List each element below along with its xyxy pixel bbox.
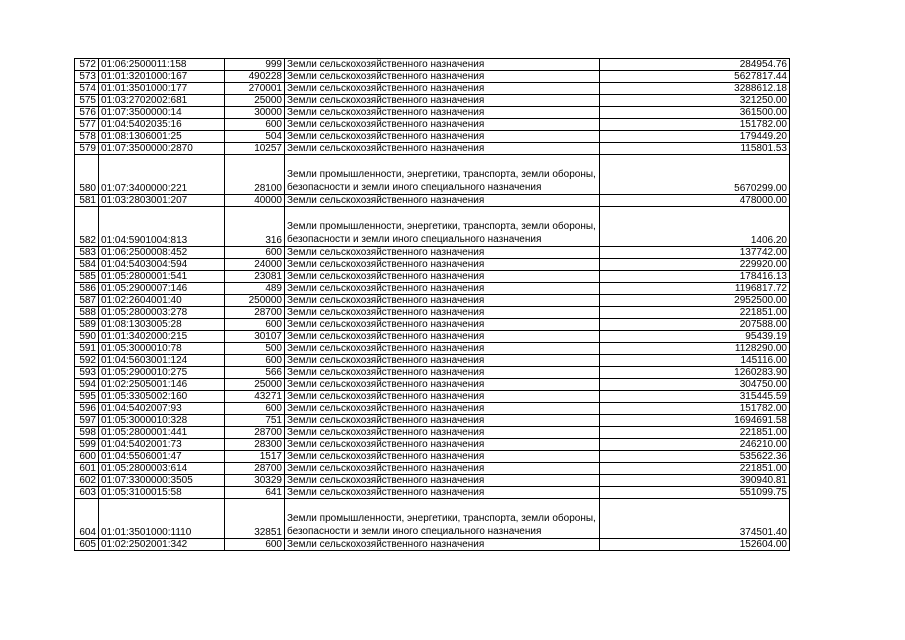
cadastral-value-cell: 5670299.00: [600, 155, 790, 195]
cadastral-value-cell: 151782.00: [600, 403, 790, 415]
cadastral-number-cell: 01:02:2604001:40: [99, 295, 225, 307]
row-number-cell: 580: [75, 155, 99, 195]
row-number-cell: 589: [75, 319, 99, 331]
area-cell: 30000: [225, 107, 285, 119]
cadastral-value-cell: 137742.00: [600, 247, 790, 259]
cadastral-value-cell: 1406.20: [600, 207, 790, 247]
area-cell: 504: [225, 131, 285, 143]
land-category-cell: Земли сельскохозяйственного назначения: [285, 295, 600, 307]
cadastral-number-cell: 01:05:2900007:146: [99, 283, 225, 295]
cadastral-value-cell: 151782.00: [600, 119, 790, 131]
cadastral-number-cell: 01:05:3000010:328: [99, 415, 225, 427]
area-cell: 1517: [225, 451, 285, 463]
row-number-cell: 581: [75, 195, 99, 207]
area-cell: 30107: [225, 331, 285, 343]
area-cell: 28100: [225, 155, 285, 195]
cadastral-number-cell: 01:04:5506001:47: [99, 451, 225, 463]
cadastral-value-cell: 229920.00: [600, 259, 790, 271]
cadastral-number-cell: 01:01:3201000:167: [99, 71, 225, 83]
table-row: [75, 119, 790, 131]
cadastral-value-cell: 315445.59: [600, 391, 790, 403]
row-number-cell: 596: [75, 403, 99, 415]
cadastral-value-cell: 1260283.90: [600, 367, 790, 379]
table-row: [75, 71, 790, 83]
row-number-cell: 604: [75, 499, 99, 539]
cadastral-value-cell: 1694691.58: [600, 415, 790, 427]
area-cell: 600: [225, 119, 285, 131]
table-row: [75, 487, 790, 499]
row-number-cell: 592: [75, 355, 99, 367]
area-cell: 28700: [225, 463, 285, 475]
table-row: [75, 295, 790, 307]
area-cell: 23081: [225, 271, 285, 283]
land-category-cell: Земли сельскохозяйственного назначения: [285, 59, 600, 71]
area-cell: 10257: [225, 143, 285, 155]
land-category-cell: Земли промышленности, энергетики, транспорта, земли обороны, безопасности и земли иного специального назначения: [285, 207, 600, 247]
cadastral-number-cell: 01:07:3300000:3505: [99, 475, 225, 487]
cadastral-value-cell: 321250.00: [600, 95, 790, 107]
table-row: [75, 95, 790, 107]
row-number-cell: 599: [75, 439, 99, 451]
cadastral-value-cell: 535622.36: [600, 451, 790, 463]
area-cell: 270001: [225, 83, 285, 95]
cadastral-number-cell: 01:04:5901004:813: [99, 207, 225, 247]
land-category-cell: Земли сельскохозяйственного назначения: [285, 107, 600, 119]
cadastral-value-cell: 390940.81: [600, 475, 790, 487]
cadastral-number-cell: 01:07:3500000:14: [99, 107, 225, 119]
cadastral-number-cell: 01:05:2800001:541: [99, 271, 225, 283]
land-category-cell: Земли сельскохозяйственного назначения: [285, 367, 600, 379]
land-category-cell: Земли сельскохозяйственного назначения: [285, 259, 600, 271]
land-category-cell: Земли сельскохозяйственного назначения: [285, 271, 600, 283]
cadastral-number-cell: 01:04:5402007:93: [99, 403, 225, 415]
area-cell: 28300: [225, 439, 285, 451]
cadastral-number-cell: 01:02:2505001:146: [99, 379, 225, 391]
land-category-cell: Земли сельскохозяйственного назначения: [285, 95, 600, 107]
cadastral-value-cell: 284954.76: [600, 59, 790, 71]
land-category-cell: Земли сельскохозяйственного назначения: [285, 487, 600, 499]
cadastral-value-cell: 2952500.00: [600, 295, 790, 307]
table-row: [75, 463, 790, 475]
land-category-cell: Земли сельскохозяйственного назначения: [285, 403, 600, 415]
table-row: [75, 83, 790, 95]
table-row: [75, 415, 790, 427]
land-category-cell: Земли сельскохозяйственного назначения: [285, 247, 600, 259]
land-category-cell: Земли сельскохозяйственного назначения: [285, 143, 600, 155]
cadastral-number-cell: 01:06:2500008:452: [99, 247, 225, 259]
table-row: [75, 475, 790, 487]
cadastral-value-cell: 95439.19: [600, 331, 790, 343]
table-row: [75, 155, 790, 195]
cadastral-number-cell: 01:01:3402000:215: [99, 331, 225, 343]
row-number-cell: 585: [75, 271, 99, 283]
cadastral-value-cell: 246210.00: [600, 439, 790, 451]
table-row: [75, 59, 790, 71]
area-cell: 25000: [225, 95, 285, 107]
cadastral-value-cell: 551099.75: [600, 487, 790, 499]
land-category-cell: Земли сельскохозяйственного назначения: [285, 379, 600, 391]
cadastral-number-cell: 01:04:5403004:594: [99, 259, 225, 271]
area-cell: 489: [225, 283, 285, 295]
cadastral-number-cell: 01:08:1306001:25: [99, 131, 225, 143]
area-cell: 25000: [225, 379, 285, 391]
cadastral-number-cell: 01:05:3100015:58: [99, 487, 225, 499]
row-number-cell: 573: [75, 71, 99, 83]
row-number-cell: 579: [75, 143, 99, 155]
table-row: [75, 451, 790, 463]
cadastral-value-cell: 178416.13: [600, 271, 790, 283]
table-row: [75, 131, 790, 143]
row-number-cell: 601: [75, 463, 99, 475]
table-row: [75, 367, 790, 379]
land-category-cell: Земли сельскохозяйственного назначения: [285, 343, 600, 355]
table-row: [75, 307, 790, 319]
land-category-cell: Земли сельскохозяйственного назначения: [285, 463, 600, 475]
row-number-cell: 586: [75, 283, 99, 295]
land-category-cell: Земли сельскохозяйственного назначения: [285, 415, 600, 427]
cadastral-number-cell: 01:07:3500000:2870: [99, 143, 225, 155]
table-row: [75, 331, 790, 343]
cadastral-number-cell: 01:05:3305002:160: [99, 391, 225, 403]
row-number-cell: 598: [75, 427, 99, 439]
land-category-cell: Земли сельскохозяйственного назначения: [285, 283, 600, 295]
land-category-cell: Земли сельскохозяйственного назначения: [285, 439, 600, 451]
row-number-cell: 594: [75, 379, 99, 391]
table-row: [75, 379, 790, 391]
table-row: [75, 259, 790, 271]
row-number-cell: 574: [75, 83, 99, 95]
cadastral-number-cell: 01:04:5402035:16: [99, 119, 225, 131]
row-number-cell: 603: [75, 487, 99, 499]
land-category-cell: Земли сельскохозяйственного назначения: [285, 451, 600, 463]
land-category-cell: Земли сельскохозяйственного назначения: [285, 319, 600, 331]
row-number-cell: 602: [75, 475, 99, 487]
row-number-cell: 578: [75, 131, 99, 143]
cadastral-value-cell: 361500.00: [600, 107, 790, 119]
row-number-cell: 591: [75, 343, 99, 355]
cadastral-value-cell: 221851.00: [600, 463, 790, 475]
land-category-cell: Земли промышленности, энергетики, транспорта, земли обороны, безопасности и земли иного специального назначения: [285, 155, 600, 195]
table-row: [75, 107, 790, 119]
land-category-cell: Земли сельскохозяйственного назначения: [285, 119, 600, 131]
table-body: [75, 59, 790, 551]
area-cell: 316: [225, 207, 285, 247]
table-row: [75, 539, 790, 551]
row-number-cell: 587: [75, 295, 99, 307]
cadastral-number-cell: 01:05:2900010:275: [99, 367, 225, 379]
area-cell: 490228: [225, 71, 285, 83]
cadastral-value-cell: 5627817.44: [600, 71, 790, 83]
cadastral-value-cell: 304750.00: [600, 379, 790, 391]
cadastral-number-cell: 01:06:2500011:158: [99, 59, 225, 71]
cadastral-value-cell: 1128290.00: [600, 343, 790, 355]
cadastral-value-cell: 1196817.72: [600, 283, 790, 295]
table-row: [75, 391, 790, 403]
land-category-cell: Земли промышленности, энергетики, транспорта, земли обороны, безопасности и земли иного специального назначения: [285, 499, 600, 539]
area-cell: 600: [225, 247, 285, 259]
table-row: [75, 195, 790, 207]
cadastral-number-cell: 01:04:5603001:124: [99, 355, 225, 367]
row-number-cell: 577: [75, 119, 99, 131]
land-category-cell: Земли сельскохозяйственного назначения: [285, 331, 600, 343]
cadastral-number-cell: 01:05:2800003:614: [99, 463, 225, 475]
table-row: [75, 499, 790, 539]
cadastral-number-cell: 01:05:2800003:278: [99, 307, 225, 319]
cadastral-value-cell: 115801.53: [600, 143, 790, 155]
table-row: [75, 207, 790, 247]
row-number-cell: 590: [75, 331, 99, 343]
cadastral-value-cell: 152604.00: [600, 539, 790, 551]
area-cell: 30329: [225, 475, 285, 487]
row-number-cell: 572: [75, 59, 99, 71]
row-number-cell: 597: [75, 415, 99, 427]
area-cell: 600: [225, 319, 285, 331]
cadastral-number-cell: 01:05:3000010:78: [99, 343, 225, 355]
table-row: [75, 439, 790, 451]
table-row: [75, 403, 790, 415]
cadastral-value-cell: 478000.00: [600, 195, 790, 207]
cadastral-value-cell: 207588.00: [600, 319, 790, 331]
area-cell: 500: [225, 343, 285, 355]
cadastral-value-cell: 3288612.18: [600, 83, 790, 95]
row-number-cell: 593: [75, 367, 99, 379]
area-cell: 999: [225, 59, 285, 71]
land-category-cell: Земли сельскохозяйственного назначения: [285, 539, 600, 551]
table-row: [75, 319, 790, 331]
table-row: [75, 271, 790, 283]
area-cell: 641: [225, 487, 285, 499]
row-number-cell: 582: [75, 207, 99, 247]
table-row: [75, 283, 790, 295]
cadastral-number-cell: 01:04:5402001:73: [99, 439, 225, 451]
row-number-cell: 583: [75, 247, 99, 259]
cadastral-value-cell: 145116.00: [600, 355, 790, 367]
area-cell: 600: [225, 403, 285, 415]
land-category-cell: Земли сельскохозяйственного назначения: [285, 195, 600, 207]
area-cell: 24000: [225, 259, 285, 271]
land-category-cell: Земли сельскохозяйственного назначения: [285, 427, 600, 439]
row-number-cell: 600: [75, 451, 99, 463]
cadastral-value-cell: 221851.00: [600, 307, 790, 319]
area-cell: 600: [225, 539, 285, 551]
area-cell: 43271: [225, 391, 285, 403]
land-category-cell: Земли сельскохозяйственного назначения: [285, 83, 600, 95]
area-cell: 566: [225, 367, 285, 379]
cadastral-value-cell: 374501.40: [600, 499, 790, 539]
area-cell: 600: [225, 355, 285, 367]
land-category-cell: Земли сельскохозяйственного назначения: [285, 391, 600, 403]
land-category-cell: Земли сельскохозяйственного назначения: [285, 71, 600, 83]
cadastral-number-cell: 01:03:2803001:207: [99, 195, 225, 207]
cadastral-number-cell: 01:05:2800001:441: [99, 427, 225, 439]
cadastral-number-cell: 01:01:3501000:177: [99, 83, 225, 95]
land-parcels-table: [74, 58, 790, 551]
cadastral-number-cell: 01:03:2702002:681: [99, 95, 225, 107]
cadastral-number-cell: 01:07:3400000:221: [99, 155, 225, 195]
row-number-cell: 576: [75, 107, 99, 119]
cadastral-value-cell: 221851.00: [600, 427, 790, 439]
row-number-cell: 595: [75, 391, 99, 403]
table-row: [75, 343, 790, 355]
area-cell: 28700: [225, 427, 285, 439]
table-row: [75, 427, 790, 439]
cadastral-number-cell: 01:02:2502001:342: [99, 539, 225, 551]
area-cell: 250000: [225, 295, 285, 307]
cadastral-value-cell: 179449.20: [600, 131, 790, 143]
table-row: [75, 355, 790, 367]
area-cell: 32851: [225, 499, 285, 539]
area-cell: 28700: [225, 307, 285, 319]
row-number-cell: 575: [75, 95, 99, 107]
table-row: [75, 143, 790, 155]
row-number-cell: 584: [75, 259, 99, 271]
land-category-cell: Земли сельскохозяйственного назначения: [285, 475, 600, 487]
row-number-cell: 588: [75, 307, 99, 319]
row-number-cell: 605: [75, 539, 99, 551]
land-category-cell: Земли сельскохозяйственного назначения: [285, 131, 600, 143]
land-category-cell: Земли сельскохозяйственного назначения: [285, 307, 600, 319]
area-cell: 751: [225, 415, 285, 427]
cadastral-number-cell: 01:08:1303005:28: [99, 319, 225, 331]
table-row: [75, 247, 790, 259]
land-category-cell: Земли сельскохозяйственного назначения: [285, 355, 600, 367]
area-cell: 40000: [225, 195, 285, 207]
cadastral-number-cell: 01:01:3501000:1110: [99, 499, 225, 539]
